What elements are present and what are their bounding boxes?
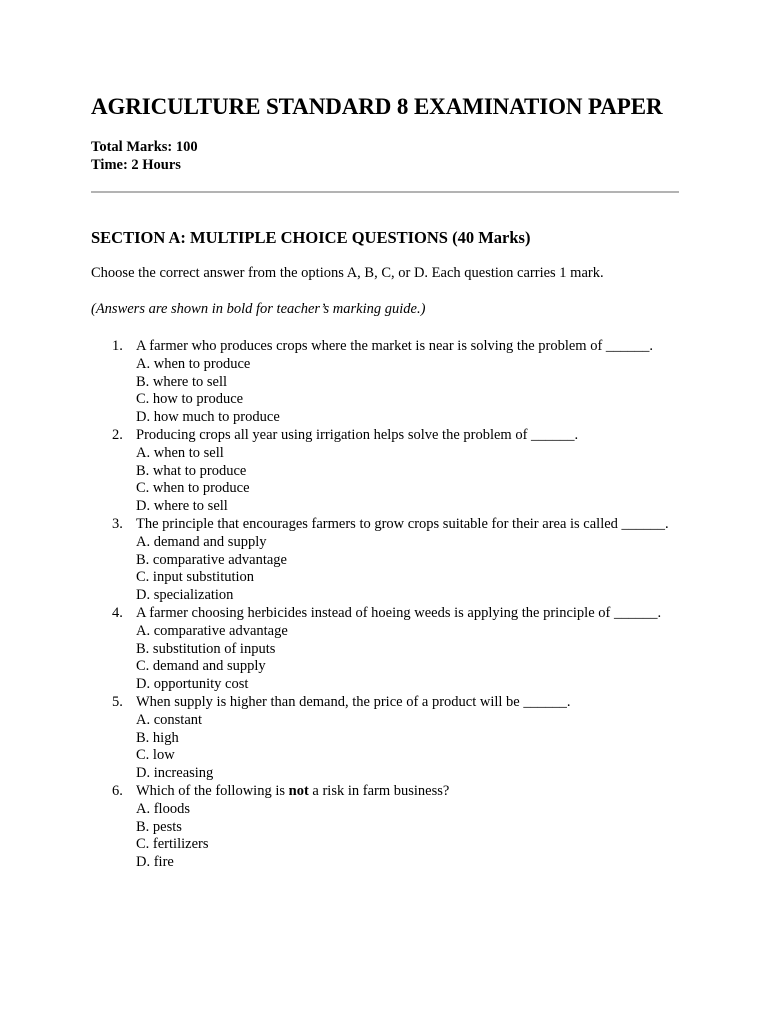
option-d: D. where to sell (136, 498, 228, 515)
question-3 (91, 516, 679, 605)
total-marks: Total Marks: 100 (91, 139, 198, 155)
question-number: 2. (112, 426, 123, 443)
horizontal-divider (91, 191, 679, 193)
option-b: B. comparative advantage (136, 551, 287, 568)
question-4 (91, 605, 679, 694)
exam-meta (91, 138, 198, 174)
question-stem: A farmer choosing herbicides instead of hoeing weeds is applying the principle of ______. (136, 604, 662, 621)
option-a: A. floods (136, 800, 190, 817)
option-c: C. when to produce (136, 480, 250, 497)
question-stem: The principle that encourages farmers to grow crops suitable for their area is called ______. (136, 515, 669, 532)
option-c: C. how to produce (136, 391, 244, 408)
option-d: D. fire (136, 854, 174, 871)
section-a-heading: SECTION A: MULTIPLE CHOICE QUESTIONS (40 Marks) (91, 228, 531, 247)
question-stem: Producing crops all year using irrigation helps solve the problem of ______. (136, 426, 579, 443)
question-stem (136, 783, 679, 801)
page-title: AGRICULTURE STANDARD 8 EXAMINATION PAPER (91, 94, 663, 119)
option-d: D. how much to produce (136, 409, 280, 426)
time-allowed: Time: 2 Hours (91, 157, 181, 173)
question-1 (91, 338, 679, 427)
option-b: B. substitution of inputs (136, 640, 276, 657)
option-c: C. input substitution (136, 569, 255, 586)
stem-emphasis: not (288, 782, 309, 799)
marking-guide-note: (Answers are shown in bold for teacher’s marking guide.) (91, 301, 426, 317)
option-b: B. high (136, 729, 179, 746)
option-d: D. specialization (136, 587, 234, 604)
stem-text-after: a risk in farm business? (308, 782, 450, 799)
option-d: D. opportunity cost (136, 676, 249, 693)
option-b: B. pests (136, 818, 182, 835)
option-a: A. constant (136, 711, 203, 728)
question-stem: When supply is higher than demand, the price of a product will be ______. (136, 693, 571, 710)
question-number: 5. (112, 693, 123, 710)
stem-text-before: Which of the following is (136, 782, 289, 799)
question-number: 3. (112, 515, 123, 532)
option-b: B. what to produce (136, 462, 247, 479)
option-c: C. demand and supply (136, 658, 266, 675)
option-a: A. when to produce (136, 355, 251, 372)
question-2 (91, 427, 679, 516)
option-c: C. low (136, 747, 175, 764)
option-a: A. when to sell (136, 444, 224, 461)
section-a-instructions: Choose the correct answer from the options A, B, C, or D. Each question carries 1 mark. (91, 265, 604, 281)
question-5 (91, 694, 679, 783)
question-number: 4. (112, 604, 123, 621)
option-a: A. demand and supply (136, 533, 267, 550)
question-number: 6. (112, 782, 123, 799)
question-list (91, 338, 679, 872)
question-stem: A farmer who produces crops where the market is near is solving the problem of ______. (136, 338, 654, 354)
question-number: 1. (112, 338, 123, 354)
option-a: A. comparative advantage (136, 622, 288, 639)
question-6 (91, 783, 679, 872)
option-d: D. increasing (136, 765, 214, 782)
option-b: B. where to sell (136, 373, 228, 390)
option-c: C. fertilizers (136, 836, 209, 853)
